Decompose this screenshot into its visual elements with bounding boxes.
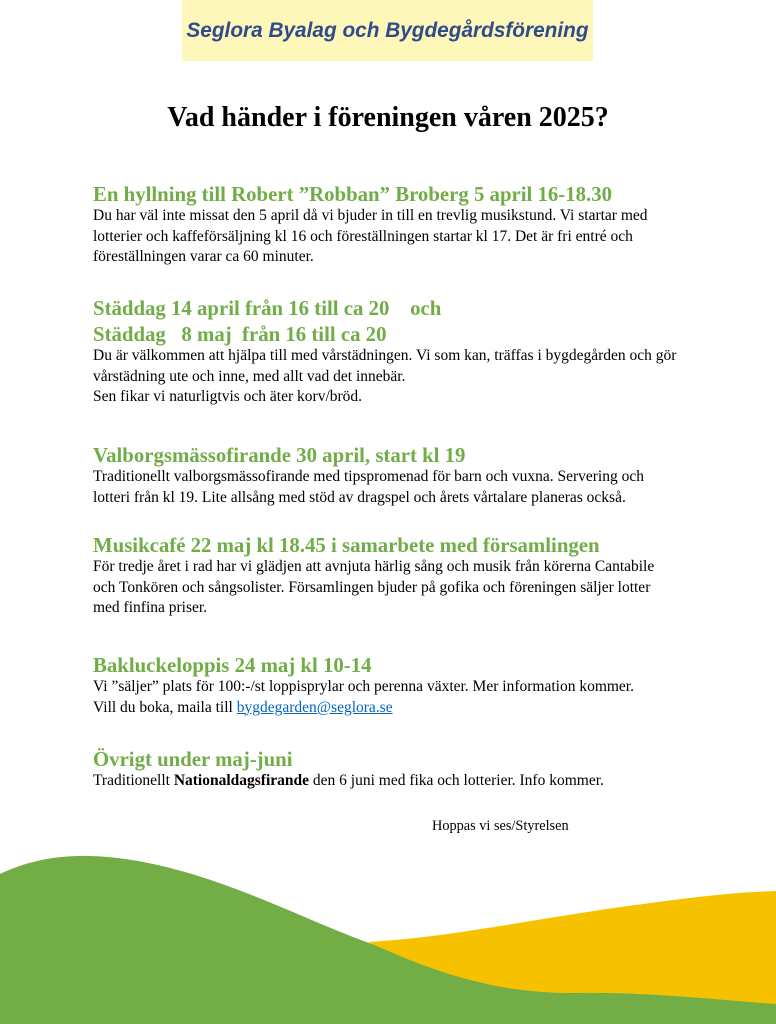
body-line: vårstädning ute och inne, med allt vad det innebär. (93, 367, 406, 385)
body-line: Vi ”säljer” plats för 100:-/st loppisprylar och perenna växter. Mer information kommer. (93, 678, 634, 695)
body-line: föreställningen varar ca 60 minuter. (93, 248, 314, 265)
body-line: Du har väl inte missat den 5 april då vi bjuder in till en trevlig musikstund. Vi startar med (93, 207, 648, 224)
section-heading-line: Bakluckeloppis 24 maj kl 10-14 (93, 654, 372, 677)
section-heading-line: Valborgsmässofirande 30 april, start kl 19 (93, 444, 466, 467)
section-heading (93, 747, 604, 773)
body-line: För tredje året i rad har vi glädjen att avnjuta härlig sång och musik från körerna Cantabile (93, 558, 655, 575)
section-music-cafe (93, 533, 654, 619)
association-name: Seglora Byalag och Bygdegårdsförening (186, 18, 589, 42)
body-line (93, 771, 604, 792)
section-tribute-concert (93, 182, 648, 268)
section-heading (93, 296, 676, 348)
section-cleaning-day (93, 296, 676, 408)
body-line: lotterier och kaffeförsäljning kl 16 och föreställningen startar kl 17. Det är fri entré och (93, 227, 633, 245)
section-other-may-june (93, 747, 604, 792)
section-heading (93, 533, 654, 559)
body-line: och Tonkören och sångsolister. Församlingen bjuder på gofika och föreningen säljer lotter (93, 578, 651, 596)
signature: Hoppas vi ses/Styrelsen (432, 818, 569, 834)
section-heading (93, 443, 644, 469)
body-line: lotteri från kl 19. Lite allsång med stöd av dragspel och årets vårtalare planeras också. (93, 488, 626, 506)
section-heading (93, 653, 634, 679)
booking-text: Vill du boka, maila till (93, 698, 233, 716)
section-heading-line: Städdag 14 april från 16 till ca 20 och (93, 297, 442, 320)
body-line: med finfina priser. (93, 599, 208, 616)
body-line: Traditionellt valborgsmässofirande med tipspromenad för barn och vuxna. Servering och (93, 468, 644, 485)
section-heading-line: Övrigt under maj-juni (93, 748, 293, 771)
header-banner (182, 0, 593, 61)
section-walpurgis (93, 443, 644, 508)
section-heading-line: Musikcafé 22 maj kl 18.45 i samarbete med församlingen (93, 534, 600, 557)
body-text: den 6 juni med fika och lotterier. Info kommer. (312, 772, 604, 789)
page-title: Vad händer i föreningen våren 2025? (167, 102, 609, 133)
body-line: Sen fikar vi naturligtvis och äter korv/bröd. (93, 388, 363, 405)
booking-line (93, 698, 634, 719)
section-heading-line: En hyllning till Robert ”Robban” Broberg 5 april 16-18.30 (93, 183, 613, 206)
body-text: Traditionellt (93, 772, 170, 789)
section-heading-line: Städdag 8 maj från 16 till ca 20 (93, 323, 387, 346)
section-car-boot-sale (93, 653, 634, 718)
body-line: Du är välkommen att hjälpa till med vårstädningen. Vi som kan, träffas i bygdegården och gör (93, 347, 677, 364)
email-link[interactable]: bygdegarden@seglora.se (236, 698, 393, 716)
section-heading (93, 182, 648, 208)
national-day-emphasis: Nationaldagsfirande (173, 772, 310, 789)
decorative-waves (0, 840, 776, 1024)
